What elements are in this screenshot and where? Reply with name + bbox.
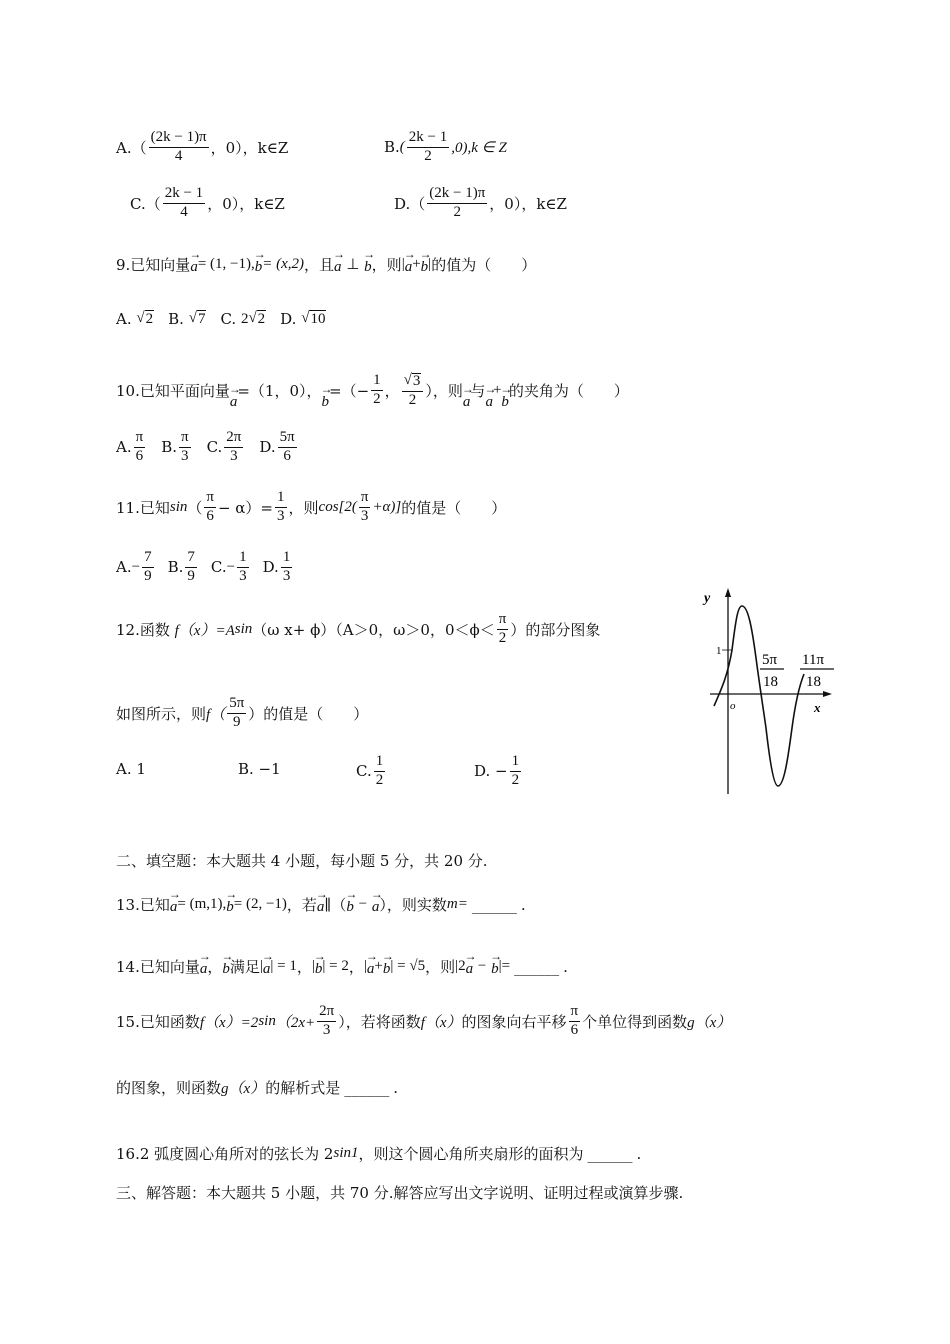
graph-tick-11pi: 11π	[802, 652, 825, 668]
question-9: 9.已知向量 → a = (1, −1), → b = (x,2) ，且 → a ⊥ → b ，则 | → a + → b | 的值为（ ）	[116, 253, 536, 276]
q8-option-c: C.（ $\frac{2k - 1}{4}$ ，0），k∈Z	[130, 185, 285, 220]
q16-answer-blank: ______	[587, 1144, 633, 1163]
graph-origin-label: o	[730, 700, 736, 712]
graph-tick-5pi: 5π	[762, 652, 778, 668]
section-2-heading: 二、填空题：本大题共 4 小题，每小题 5 分，共 20 分.	[116, 852, 488, 870]
q14-answer-blank: ______	[514, 957, 560, 976]
section-3-heading: 三、解答题：本大题共 5 小题，共 70 分.解答应写出文字说明、证明过程或演算步骤.	[116, 1184, 684, 1202]
sine-graph	[686, 588, 846, 798]
question-14: 14.已知向量 → a ， → b 满足 | → a | = 1 ， | → b | = 2 ， | → a + → b | = √5 ，则 |2 → a − → b | = ______ .	[116, 955, 568, 978]
question-9-options: A. √ 2 B. √ 7 C. 2 √ 2 D. √ 10	[116, 310, 326, 328]
graph-tick-18a: 18	[763, 674, 778, 690]
question-12-line2: 如图所示，则 f（ $\frac{5\pi}{9}$ ）的值是（ ）	[116, 695, 369, 730]
q8-option-a: A.（ $\frac{(2k - 1)\pi}{4}$ ，0），k∈Z	[116, 129, 289, 164]
question-12-option-a: A. 1	[116, 760, 146, 778]
q8-option-b: B. ( $\frac{2k - 1}{2}$ ,0),k ∈ Z	[384, 129, 507, 164]
question-12-option-b: B. −1	[238, 760, 281, 778]
graph-x-label: x	[814, 700, 821, 715]
graph-one-label: 1	[716, 645, 722, 657]
q15-answer-blank: ______	[344, 1078, 390, 1097]
question-16: 16.2 弧度圆心角所对的弦长为 2 sin1 ，则这个圆心角所夹扇形的面积为 ______ .	[116, 1144, 642, 1163]
question-11-options: A. − $\frac{7}{9}$ B. $\frac{7}{9}$ C. − $\frac{1}{3}$ D. $\frac{1}{3}$	[116, 549, 291, 584]
q8-option-d: D.（ $\frac{(2k - 1)\pi}{2}$ ，0），k∈Z	[394, 185, 567, 220]
question-10: 10.已知平面向量 → a =（1，0）， → b =（− $\frac{1}{2}$ ， √ 3 2 ），则 → a 与 → a + → b 的夹角为（ ）	[116, 370, 629, 411]
question-12-option-d: D. − $\frac{1}{2}$	[474, 753, 520, 788]
question-11: 11.已知 sin （ $\frac{\pi}{6}$ − α）= $\frac{1}{3}$ ，则 cos[2( $\frac{\pi}{3}$ +α)] 的值是（ ）	[116, 489, 507, 524]
question-10-options: A. $\frac{\pi}{6}$ B. $\frac{\pi}{3}$ C. $\frac{2\pi}{3}$ D. $\frac{5\pi}{6}$	[116, 429, 295, 464]
q13-answer-blank: ______	[471, 895, 517, 914]
graph-y-label: y	[704, 591, 711, 606]
question-12: 12.函数 f（x）=A sin （ω x+ ϕ）（A＞0，ω＞0，0＜ϕ＜ $\frac{\pi}{2}$ ）的部分图象	[116, 611, 601, 646]
question-12-option-c: C. $\frac{1}{2}$	[356, 753, 384, 788]
question-15-line2: 的图象，则函数 g（x） 的解析式是 ______ .	[116, 1078, 398, 1097]
question-13: 13.已知 → a = (m,1), → b = (2, −1) ，若 → a ∥（ → b − → a ），则实数 m= ______ .	[116, 893, 526, 916]
question-15: 15.已知函数 f（x）=2 sin （2x+ $\frac{2\pi}{3}$ ），若将函数 f（x） 的图象向右平移 $\frac{\pi}{6}$ 个单位得到函数 g（x）	[116, 1003, 732, 1038]
graph-tick-18b: 18	[806, 674, 821, 690]
